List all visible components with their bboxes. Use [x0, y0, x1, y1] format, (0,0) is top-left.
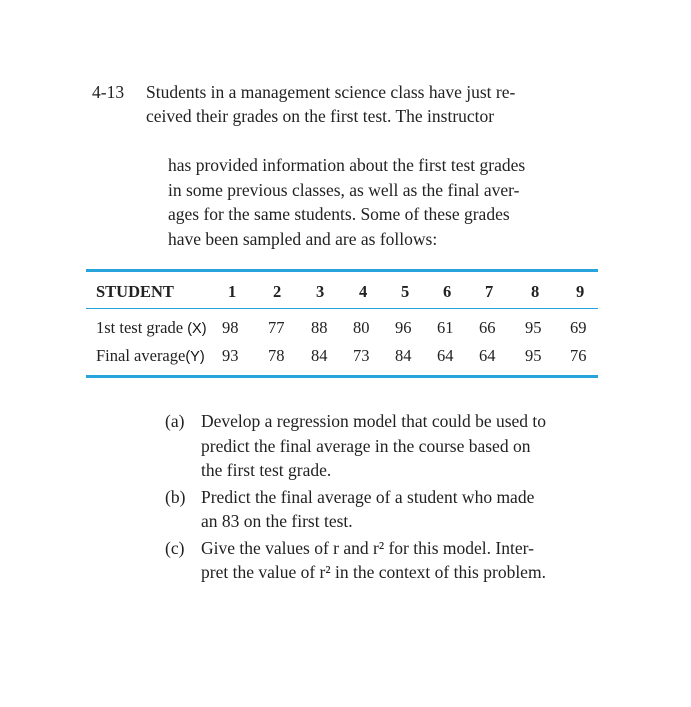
table-cell: 96: [395, 318, 412, 337]
problem-part-c: [165, 536, 605, 585]
problem-paragraph: [168, 153, 600, 251]
part-line: predict the final average in the course based on: [201, 435, 531, 456]
table-bottom-rule: [86, 375, 598, 378]
table-cell: 78: [268, 346, 285, 365]
table-cell: 84: [311, 346, 328, 365]
student-number: 9: [576, 282, 585, 301]
table-top-rule: [86, 269, 598, 272]
student-number: 3: [316, 282, 325, 301]
problem-part-b: [165, 485, 605, 534]
stem-line: Students in a management science class have just re-: [146, 82, 516, 102]
table-cell: 98: [222, 318, 239, 337]
paragraph-line: have been sampled and are as follows:: [168, 228, 438, 249]
problem-number: 4-13: [92, 82, 125, 102]
problem-parts: [165, 409, 605, 587]
student-number: 1: [228, 282, 237, 301]
part-label: (c): [165, 537, 185, 558]
row-label: [96, 318, 207, 338]
table-cell: 64: [479, 346, 496, 365]
table-cell: 61: [437, 318, 454, 337]
paragraph-line: ages for the same students. Some of these grades: [168, 204, 510, 224]
student-number: 5: [401, 282, 410, 301]
part-line: Predict the final average of a student who made: [201, 486, 535, 507]
student-number: 4: [359, 282, 368, 301]
variable-tag: (Y): [185, 349, 205, 365]
table-cell: 95: [525, 346, 542, 365]
part-line: the first test grade.: [201, 460, 332, 480]
table-cell: 77: [268, 318, 285, 337]
student-number: 7: [485, 282, 494, 301]
part-line: an 83 on the first test.: [201, 511, 353, 531]
table-cell: 66: [479, 318, 496, 337]
student-number: 8: [531, 282, 540, 301]
part-label: (a): [165, 411, 185, 431]
paragraph-line: has provided information about the first test grades: [168, 155, 526, 175]
stem-line: ceived their grades on the first test. The instructor: [146, 106, 495, 126]
student-number: 2: [273, 282, 282, 301]
part-line: pret the value of r² in the context of this problem.: [201, 562, 546, 582]
variable-tag: (X): [187, 321, 207, 337]
part-line: Give the values of r and r² for this model. Inter-: [201, 537, 534, 558]
table-header-label: STUDENT: [96, 282, 174, 301]
table-cell: 64: [437, 346, 454, 365]
table-cell: 93: [222, 346, 239, 365]
table-cell: 69: [570, 318, 587, 337]
table-cell: 80: [353, 318, 370, 337]
row-label-text: Final average: [96, 346, 186, 365]
problem-stem: [146, 80, 586, 128]
student-number: 6: [443, 282, 452, 301]
row-label-text: 1st test grade: [96, 318, 184, 337]
paragraph-line: in some previous classes, as well as the final aver-: [168, 179, 520, 200]
table-cell: 84: [395, 346, 412, 365]
table-cell: 73: [353, 346, 370, 365]
row-label: [96, 346, 205, 366]
part-label: (b): [165, 486, 186, 507]
table-cell: 95: [525, 318, 542, 337]
problem-part-a: [165, 409, 605, 483]
part-line: Develop a regression model that could be used to: [201, 411, 547, 431]
table-cell: 88: [311, 318, 328, 337]
table-header-rule: [86, 308, 598, 309]
table-cell: 76: [570, 346, 587, 365]
